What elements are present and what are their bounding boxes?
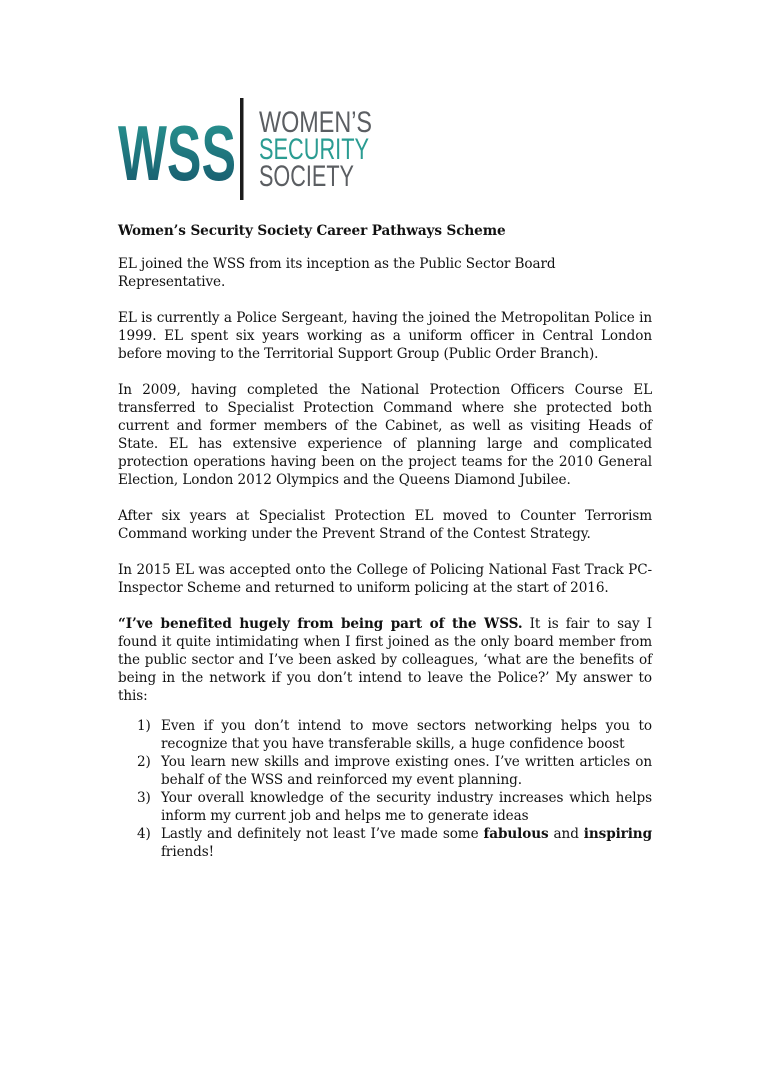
list-item-text: You learn new skills and improve existing ones. I’ve written articles on behalf of the WSS and reinforced my event planning. (161, 754, 652, 788)
wss-logo (118, 97, 378, 201)
list-item (118, 789, 652, 825)
wss-logo-graphic (118, 97, 378, 201)
quote-text: It is fair to say I found it quite intimidating when I first joined as the only board member from the public sector and I’ve been asked by colleagues, ‘what are the benefits of being in the network if you don’t intend to leave the Police?’ My answer to this: (118, 616, 652, 704)
list-item-number: 1) (137, 718, 151, 734)
intro-paragraph: EL joined the WSS from its inception as the Public Sector Board Representative. (118, 256, 556, 290)
list-item (118, 717, 652, 753)
document-title: Women’s Security Society Career Pathways Scheme (118, 223, 506, 239)
logo-line-society: SOCIETY (259, 160, 354, 193)
list-item-text-part: Lastly and definitely not least I’ve made some (161, 826, 484, 842)
counter-terrorism-paragraph: After six years at Specialist Protection EL moved to Counter Terrorism Command working under the Prevent Strand of the Contest Strategy. (118, 508, 652, 542)
specialist-protection-paragraph: In 2009, having completed the National Protection Officers Course EL transferred to Specialist Protection Command where she protected both current and former members of the Cabinet, as well as visiting Heads of State. EL has extensive experience of planning large and complicated protection operations having been on the project teams for the 2010 General Election, London 2012 Olympics and the Queens Diamond Jubilee. (118, 382, 652, 488)
logo-acronym: WSS (118, 109, 236, 197)
list-item (118, 825, 652, 861)
list-item-text (161, 826, 652, 860)
list-item (118, 753, 652, 789)
quote-bold-lead: “I’ve benefited hugely from being part of the WSS. (118, 616, 523, 632)
list-item-text: Your overall knowledge of the security industry increases which helps inform my current job and helps me to generate ideas (161, 790, 652, 824)
list-item-number: 3) (137, 790, 151, 806)
list-item-text: Even if you don’t intend to move sectors networking helps you to recognize that you have transferable skills, a huge confidence boost (161, 718, 652, 752)
list-item-text-part: and (548, 826, 584, 842)
list-item-number: 4) (137, 826, 151, 842)
answers-list (118, 717, 652, 861)
fast-track-paragraph: In 2015 EL was accepted onto the College of Policing National Fast Track PC-Inspector Scheme and returned to uniform policing at the start of 2016. (118, 562, 652, 596)
logo-divider (240, 98, 244, 200)
list-item-number: 2) (137, 754, 151, 770)
quote-paragraph (118, 615, 652, 705)
logo-line-womens: WOMEN’S (259, 106, 372, 139)
police-paragraph: EL is currently a Police Sergeant, having the joined the Metropolitan Police in 1999. EL spent six years working as a uniform officer in Central London before moving to the Territorial Support Group (Public Order Branch). (118, 310, 652, 362)
logo-line-security: SECURITY (259, 133, 369, 166)
list-item-text-part: friends! (161, 844, 215, 860)
emphasis-fabulous: fabulous (483, 826, 549, 842)
emphasis-inspiring: inspiring (583, 826, 652, 842)
document-body (118, 222, 652, 861)
